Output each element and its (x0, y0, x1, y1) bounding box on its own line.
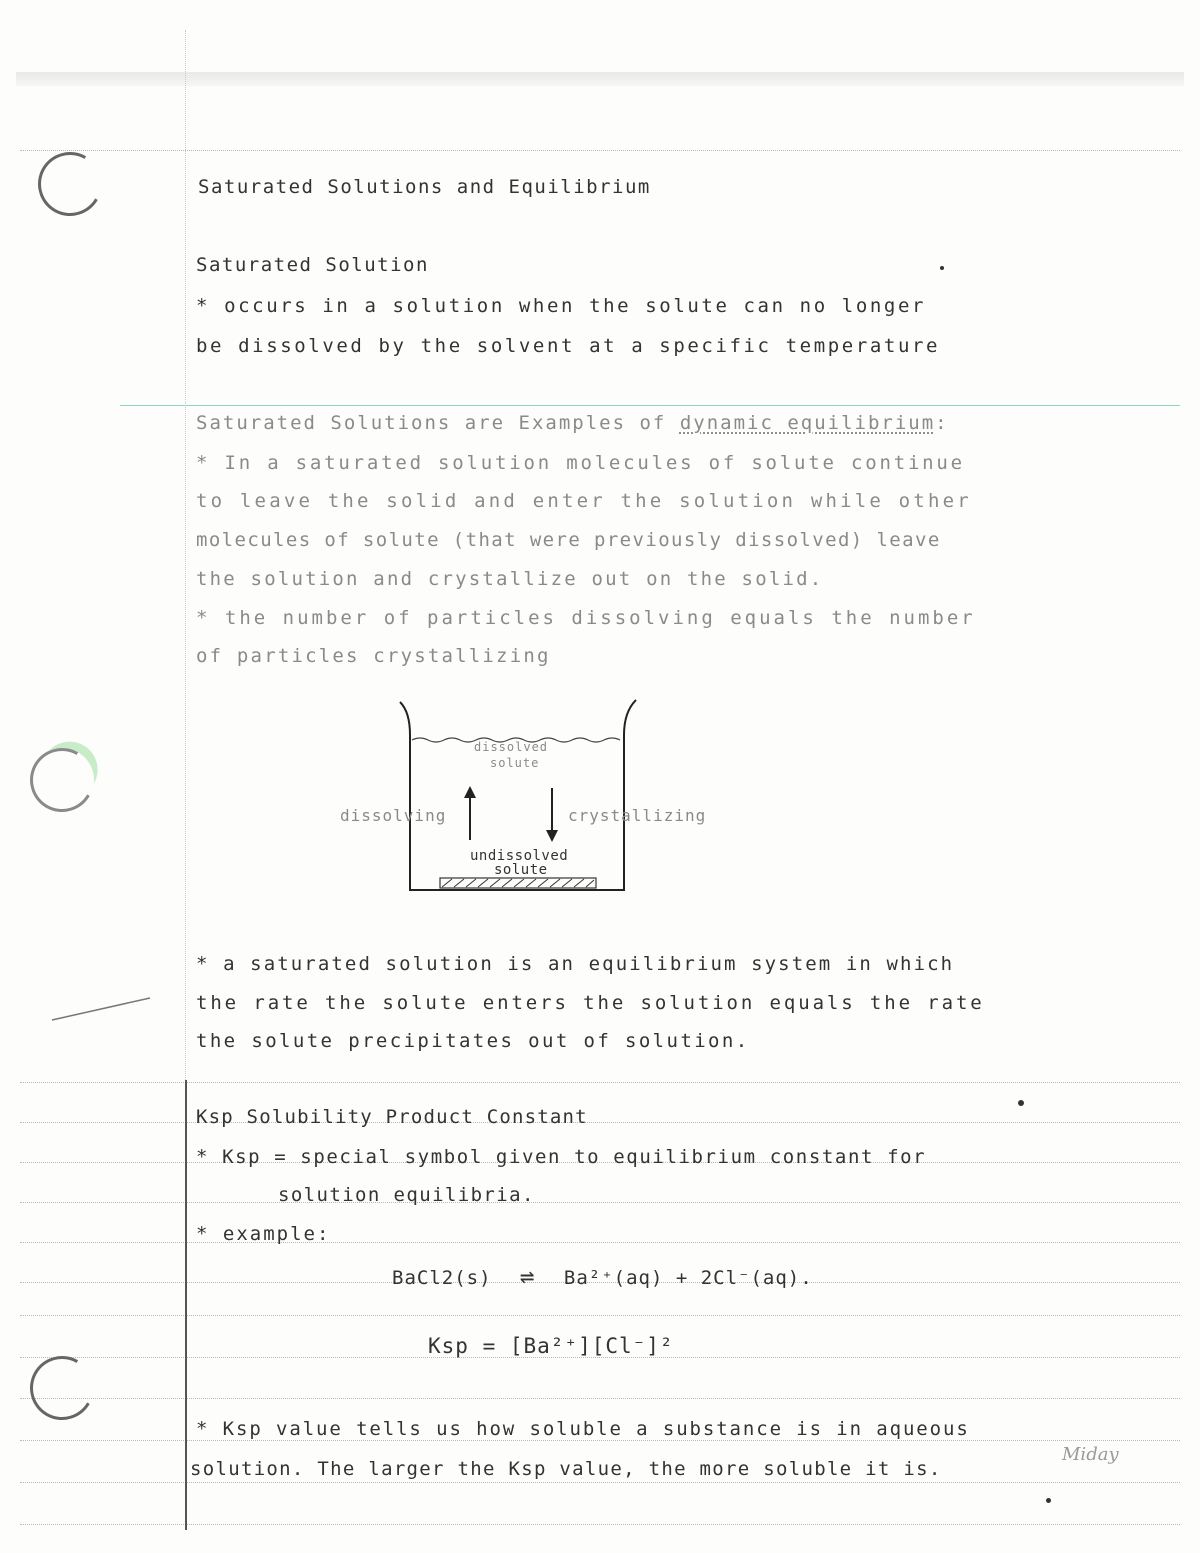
ksp-expression: Ksp = [Ba²⁺][Cl⁻]² (428, 1334, 674, 1358)
saturated-line: * occurs in a solution when the solute can no longer (196, 295, 927, 317)
initials-signature: Miday (1062, 1444, 1119, 1465)
ksp-note-line: * Ksp value tells us how soluble a substance is in aqueous (196, 1418, 970, 1440)
saturated-line: be dissolved by the solvent at a specific temperature (196, 335, 941, 357)
dynamic-line: the solution and crystallize out on the solid. (196, 568, 824, 590)
diagram-label-dissolved: dissolved (474, 740, 549, 754)
section-title-ksp: Ksp Solubility Product Constant (196, 1106, 588, 1128)
dynamic-line: of particles crystallizing (196, 645, 551, 667)
scan-speck (1018, 1100, 1024, 1106)
reaction-right: Ba²⁺(aq) + 2Cl⁻(aq). (563, 1267, 813, 1289)
equilibrium-line: * a saturated solution is an equilibrium system in which (196, 953, 955, 975)
dynamic-title-prefix: Saturated Solutions are Examples of (196, 412, 680, 434)
ksp-example-label: * example: (196, 1223, 331, 1245)
ksp-definition-line: solution equilibria. (278, 1184, 535, 1206)
diagram-label-dissolving: dissolving (340, 806, 447, 825)
ksp-note-line: solution. The larger the Ksp value, the more soluble it is. (190, 1458, 942, 1480)
equilibrium-line: the rate the solute enters the solution equals the rate (196, 992, 985, 1014)
dynamic-title-suffix: : (935, 412, 949, 434)
dynamic-line: to leave the solid and enter the solution while other (196, 490, 972, 512)
reaction-left: BaCl2(s) (392, 1267, 492, 1289)
section-title-saturated-solution: Saturated Solution (196, 254, 429, 276)
diagram-label-crystallizing: crystallizing (568, 806, 707, 825)
dynamic-line: * In a saturated solution molecules of solute continue (196, 452, 965, 474)
dynamic-line: * the number of particles dissolving equals the number (196, 607, 976, 629)
diagram-label-undissolved: undissolved (470, 848, 569, 864)
reaction-equation (392, 1262, 813, 1290)
equilibrium-arrow-icon: ⇌ (519, 1262, 536, 1290)
diagram-label-solute-top: solute (490, 756, 540, 770)
ksp-definition-line: * Ksp = special symbol given to equilibrium constant for (196, 1146, 927, 1168)
dynamic-title-term: dynamic equilibrium (679, 412, 936, 434)
page-heading: Saturated Solutions and Equilibrium (198, 176, 651, 198)
scan-speck (1046, 1498, 1051, 1503)
scan-speck (940, 266, 944, 270)
equilibrium-line: the solute precipitates out of solution. (196, 1030, 750, 1052)
diagram-label-solute-bottom: solute (494, 862, 548, 878)
dynamic-line: molecules of solute (that were previously dissolved) leave (196, 529, 941, 551)
